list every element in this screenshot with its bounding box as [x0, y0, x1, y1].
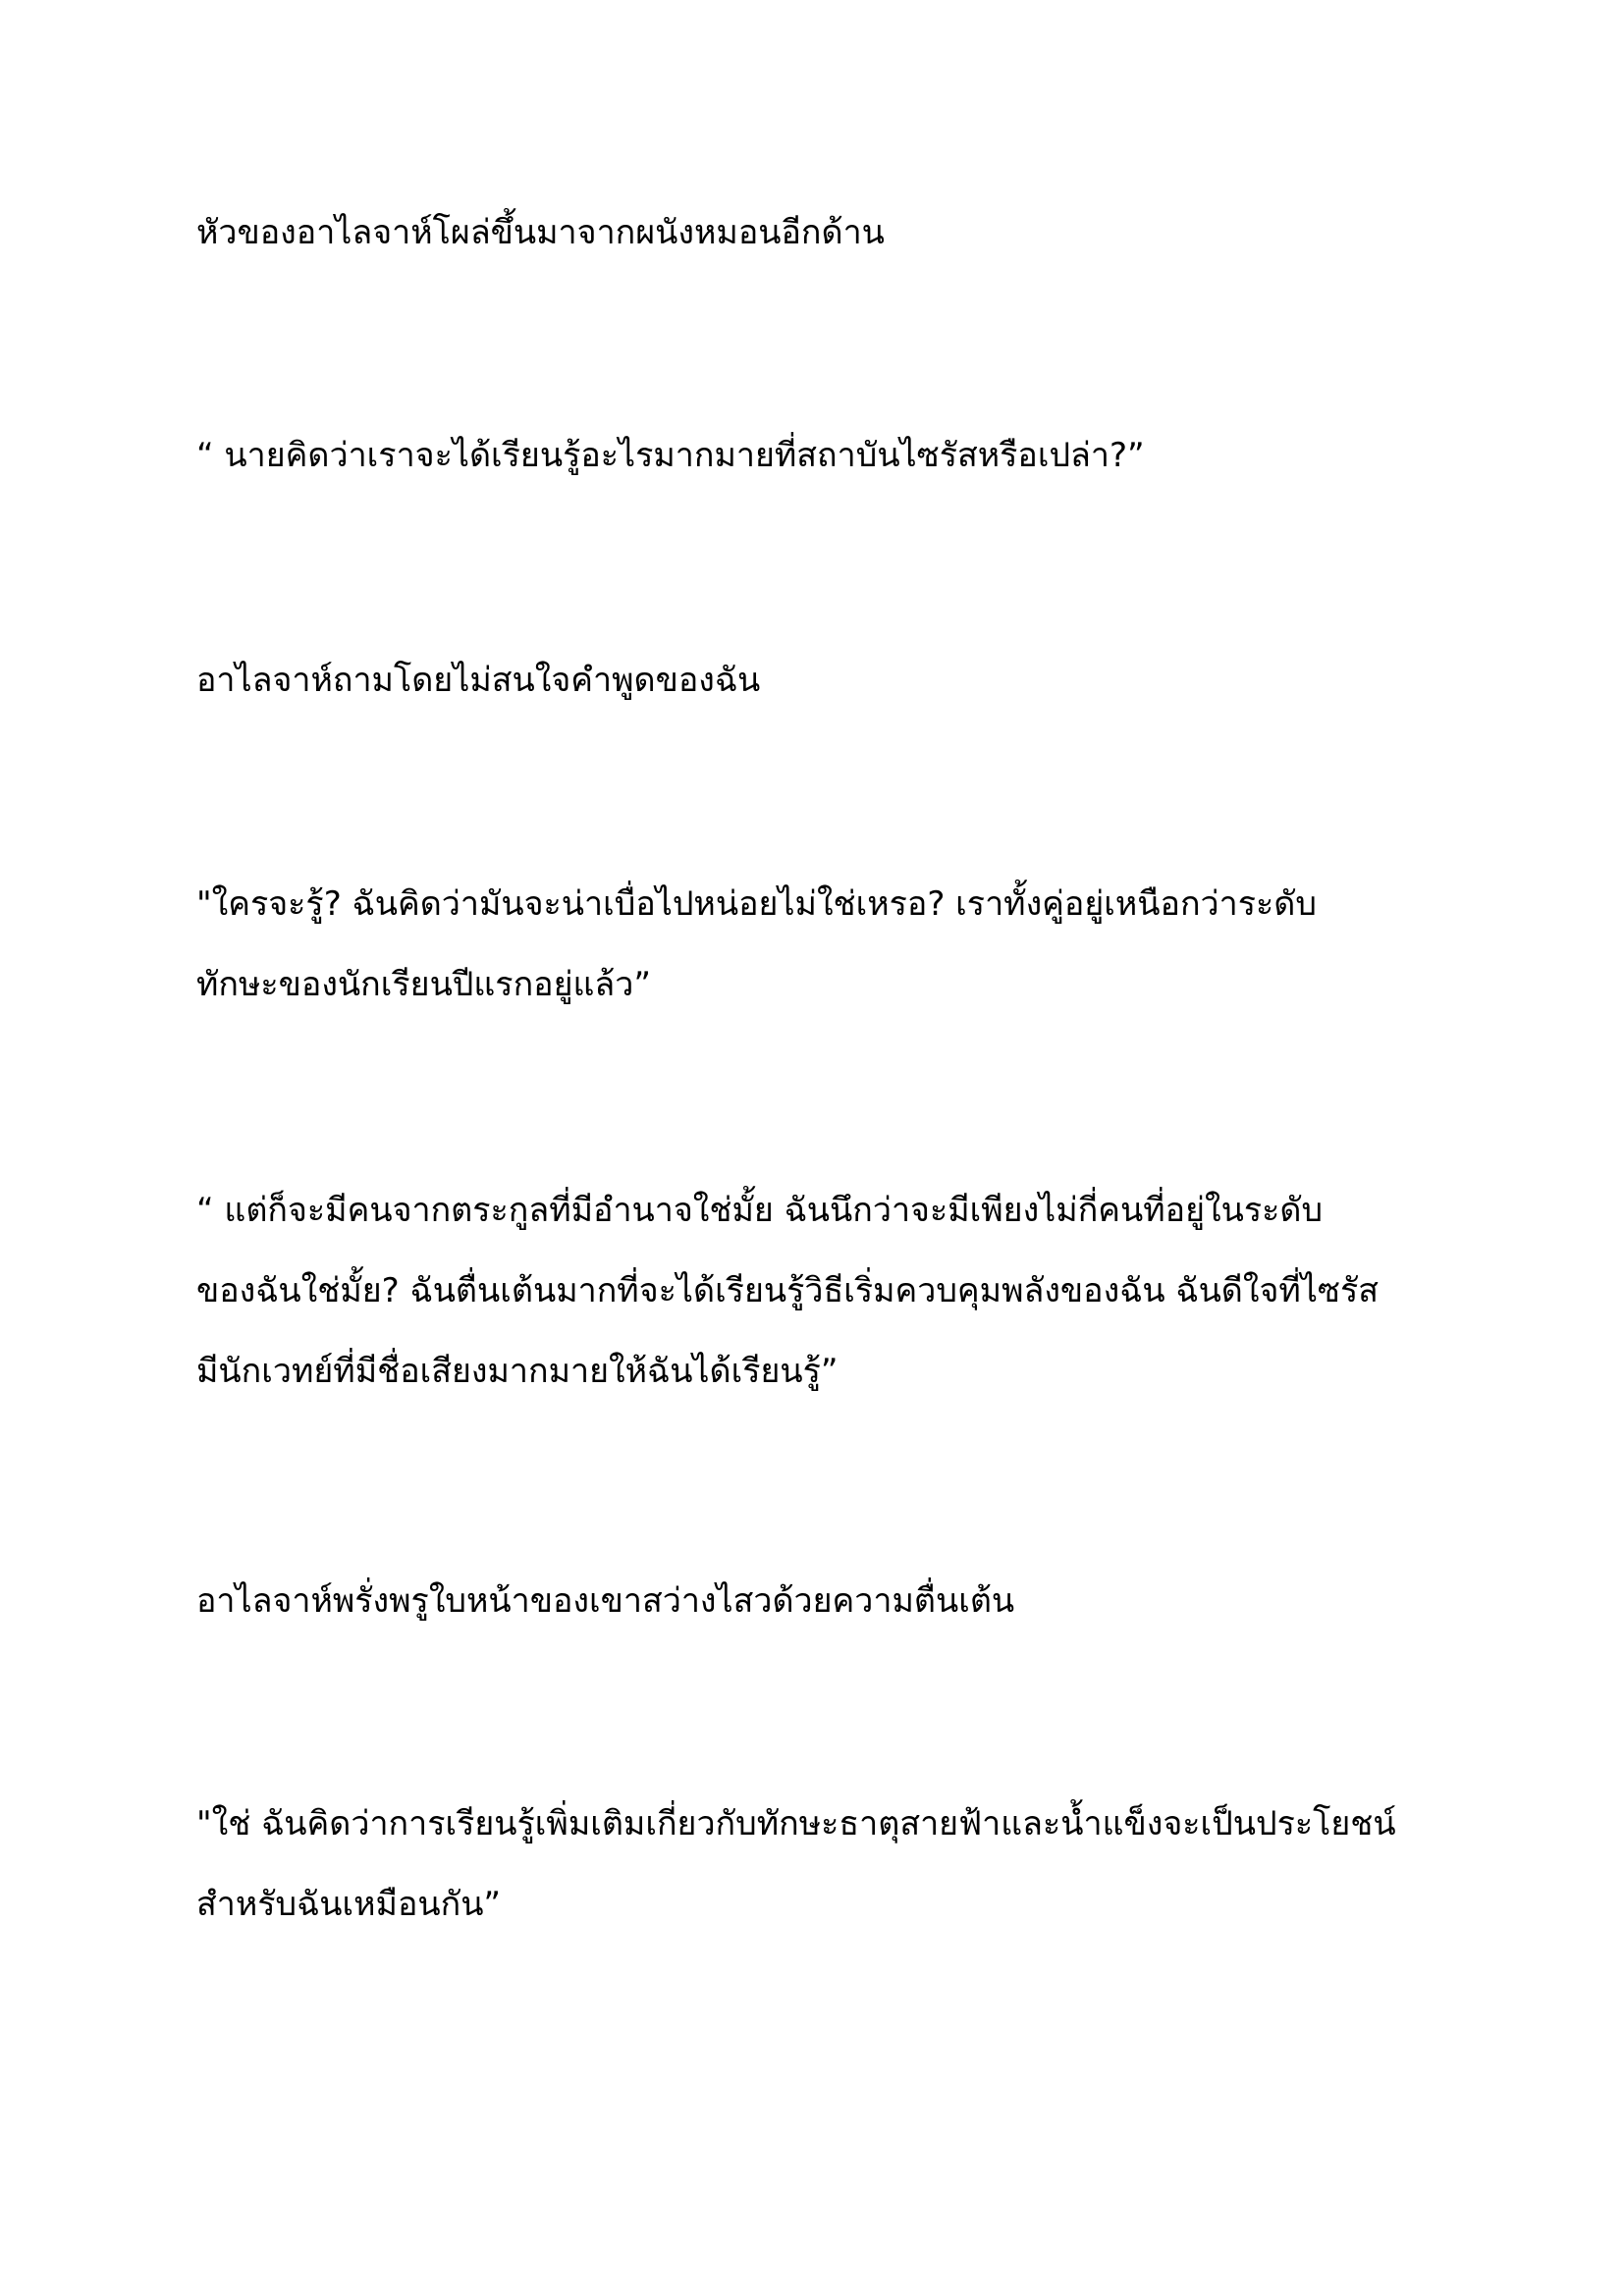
paragraph [196, 1561, 1473, 1641]
paragraph [196, 1784, 1473, 1945]
text-line: อาไลจาห์พรั่งพรูใบหน้าของเขาสว่างไสวด้วยความตื่นเต้น [196, 1581, 1015, 1621]
paragraph [196, 192, 1473, 273]
paragraph [196, 415, 1473, 496]
paragraph [196, 864, 1473, 1025]
text-line: อาไลจาห์ถามโดยไม่สนใจคำพูดของฉัน [196, 661, 761, 700]
text-line: มีนักเวทย์ที่มีชื่อเสียงมากมายให้ฉันได้เรียนรู้” [196, 1352, 839, 1391]
text-line: หัวของอาไลจาห์โผล่ขึ้นมาจากผนังหมอนอีกด้าน [196, 213, 885, 252]
text-line: "ใครจะรู้? ฉันคิดว่ามันจะน่าเบื่อไปหน่อยไม่ใช่เหรอ? เราทั้งคู่อยู่เหนือกว่าระดับ [196, 884, 1317, 924]
text-line: "ใช่ ฉันคิดว่าการเรียนรู้เพิ่มเติมเกี่ยวกับทักษะธาตุสายฟ้าและน้ำแข็งจะเป็นประโยชน์ [196, 1804, 1396, 1843]
text-line: สำหรับฉันเหมือนกัน” [196, 1885, 502, 1924]
text-line: ทักษะของนักเรียนปีแรกอยู่แล้ว” [196, 965, 651, 1004]
text-line: “ แต่ก็จะมีคนจากตระกูลที่มีอำนาจใช่มั้ย ฉันนึกว่าจะมีเพียงไม่กี่คนที่อยู่ในระดับ [196, 1191, 1324, 1230]
paragraph [196, 640, 1473, 721]
text-line: ของฉันใช่มั้ย? ฉันตื่นเต้นมากที่จะได้เรียนรู้วิธีเริ่มควบคุมพลังของฉัน ฉันดีใจที่ไซรัส [196, 1271, 1380, 1310]
paragraph [196, 1170, 1473, 1412]
text-line: “ นายคิดว่าเราจะได้เรียนรู้อะไรมากมายที่สถาบันไซรัสหรือเปล่า?” [196, 436, 1145, 475]
